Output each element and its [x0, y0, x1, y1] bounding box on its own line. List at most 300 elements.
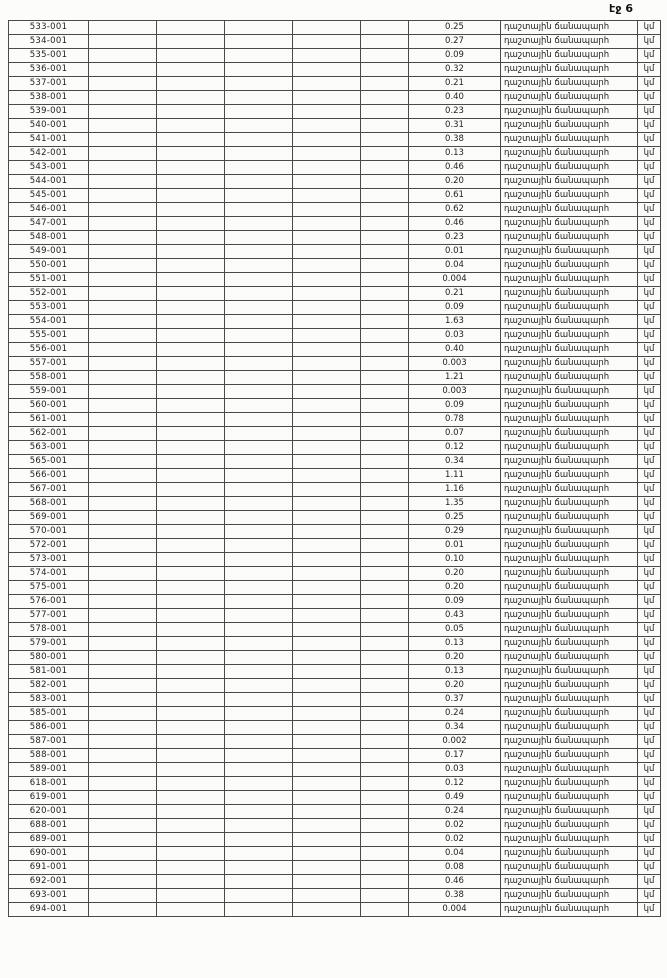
empty-cell [89, 175, 157, 189]
empty-cell [157, 595, 225, 609]
empty-cell [89, 875, 157, 889]
empty-cell [157, 609, 225, 623]
empty-cell [293, 427, 361, 441]
road-name-cell: դաշտային ճանապարհ [501, 819, 638, 833]
road-name-cell: դաշտային ճանապարհ [501, 875, 638, 889]
empty-cell [157, 497, 225, 511]
road-code-cell: 691-001 [9, 861, 89, 875]
road-name-cell: դաշտային ճանապարհ [501, 21, 638, 35]
road-code-cell: 551-001 [9, 273, 89, 287]
empty-cell [89, 819, 157, 833]
road-code-cell: 618-001 [9, 777, 89, 791]
length-value-cell: 0.23 [409, 105, 501, 119]
length-value-cell: 0.09 [409, 399, 501, 413]
empty-cell [361, 567, 409, 581]
road-code-cell: 573-001 [9, 553, 89, 567]
road-name-cell: դաշտային ճանապարհ [501, 553, 638, 567]
empty-cell [361, 91, 409, 105]
road-name-cell: դաշտային ճանապարհ [501, 441, 638, 455]
length-value-cell: 0.24 [409, 805, 501, 819]
road-name-cell: դաշտային ճանապարհ [501, 483, 638, 497]
empty-cell [225, 245, 293, 259]
empty-cell [157, 777, 225, 791]
road-code-cell: 575-001 [9, 581, 89, 595]
length-value-cell: 1.21 [409, 371, 501, 385]
road-code-cell: 619-001 [9, 791, 89, 805]
road-code-cell: 555-001 [9, 329, 89, 343]
table-row [9, 805, 661, 819]
road-code-cell: 545-001 [9, 189, 89, 203]
empty-cell [89, 21, 157, 35]
road-code-cell: 550-001 [9, 259, 89, 273]
empty-cell [361, 483, 409, 497]
length-value-cell: 0.13 [409, 147, 501, 161]
empty-cell [293, 805, 361, 819]
unit-cell: կմ [638, 749, 661, 763]
road-code-cell: 557-001 [9, 357, 89, 371]
road-name-cell: դաշտային ճանապարհ [501, 133, 638, 147]
empty-cell [157, 329, 225, 343]
empty-cell [225, 343, 293, 357]
unit-cell: կմ [638, 357, 661, 371]
road-name-cell: դաշտային ճանապարհ [501, 693, 638, 707]
road-name-cell: դաշտային ճանապարհ [501, 511, 638, 525]
road-code-cell: 553-001 [9, 301, 89, 315]
empty-cell [157, 749, 225, 763]
table-row [9, 133, 661, 147]
empty-cell [293, 637, 361, 651]
length-value-cell: 0.03 [409, 763, 501, 777]
empty-cell [89, 273, 157, 287]
empty-cell [89, 623, 157, 637]
empty-cell [225, 791, 293, 805]
empty-cell [157, 525, 225, 539]
length-value-cell: 0.003 [409, 385, 501, 399]
road-code-cell: 559-001 [9, 385, 89, 399]
empty-cell [361, 189, 409, 203]
road-code-cell: 537-001 [9, 77, 89, 91]
empty-cell [157, 805, 225, 819]
empty-cell [157, 707, 225, 721]
empty-cell [157, 343, 225, 357]
unit-cell: կմ [638, 371, 661, 385]
length-value-cell: 0.38 [409, 133, 501, 147]
empty-cell [89, 581, 157, 595]
empty-cell [361, 651, 409, 665]
length-value-cell: 0.31 [409, 119, 501, 133]
empty-cell [225, 301, 293, 315]
road-name-cell: դաշտային ճանապարհ [501, 357, 638, 371]
empty-cell [361, 623, 409, 637]
length-value-cell: 0.003 [409, 357, 501, 371]
road-name-cell: դաշտային ճանապարհ [501, 889, 638, 903]
empty-cell [225, 469, 293, 483]
road-name-cell: դաշտային ճանապարհ [501, 525, 638, 539]
table-row [9, 525, 661, 539]
empty-cell [361, 343, 409, 357]
empty-cell [225, 189, 293, 203]
road-name-cell: դաշտային ճանապարհ [501, 119, 638, 133]
table-row [9, 679, 661, 693]
empty-cell [225, 875, 293, 889]
empty-cell [89, 49, 157, 63]
empty-cell [361, 889, 409, 903]
road-name-cell: դաշտային ճանապարհ [501, 623, 638, 637]
empty-cell [293, 371, 361, 385]
empty-cell [89, 553, 157, 567]
empty-cell [225, 399, 293, 413]
table-row [9, 665, 661, 679]
length-value-cell: 0.05 [409, 623, 501, 637]
empty-cell [361, 875, 409, 889]
unit-cell: կմ [638, 329, 661, 343]
road-code-cell: 566-001 [9, 469, 89, 483]
empty-cell [157, 861, 225, 875]
empty-cell [157, 21, 225, 35]
table-row [9, 539, 661, 553]
table-row [9, 315, 661, 329]
empty-cell [225, 651, 293, 665]
length-value-cell: 0.20 [409, 581, 501, 595]
empty-cell [89, 161, 157, 175]
road-code-cell: 578-001 [9, 623, 89, 637]
unit-cell: կմ [638, 273, 661, 287]
table-row [9, 903, 661, 917]
empty-cell [361, 791, 409, 805]
empty-cell [361, 847, 409, 861]
length-value-cell: 0.34 [409, 721, 501, 735]
table-row [9, 623, 661, 637]
empty-cell [225, 763, 293, 777]
table-row [9, 441, 661, 455]
empty-cell [225, 133, 293, 147]
empty-cell [89, 721, 157, 735]
table-row [9, 763, 661, 777]
empty-cell [157, 833, 225, 847]
table-row [9, 329, 661, 343]
road-code-cell: 583-001 [9, 693, 89, 707]
length-value-cell: 0.27 [409, 35, 501, 49]
empty-cell [293, 231, 361, 245]
empty-cell [225, 371, 293, 385]
empty-cell [157, 721, 225, 735]
empty-cell [157, 469, 225, 483]
empty-cell [293, 49, 361, 63]
empty-cell [225, 497, 293, 511]
length-value-cell: 0.004 [409, 273, 501, 287]
length-value-cell: 0.03 [409, 329, 501, 343]
empty-cell [293, 511, 361, 525]
empty-cell [157, 791, 225, 805]
empty-cell [225, 889, 293, 903]
empty-cell [89, 483, 157, 497]
empty-cell [361, 749, 409, 763]
unit-cell: կմ [638, 805, 661, 819]
empty-cell [89, 805, 157, 819]
empty-cell [225, 49, 293, 63]
table-row [9, 413, 661, 427]
empty-cell [225, 749, 293, 763]
empty-cell [293, 441, 361, 455]
road-name-cell: դաշտային ճանապարհ [501, 455, 638, 469]
empty-cell [361, 819, 409, 833]
table-row [9, 889, 661, 903]
empty-cell [225, 511, 293, 525]
table-row [9, 287, 661, 301]
road-name-cell: դաշտային ճանապարհ [501, 49, 638, 63]
length-value-cell: 0.29 [409, 525, 501, 539]
unit-cell: կմ [638, 133, 661, 147]
empty-cell [157, 301, 225, 315]
empty-cell [293, 147, 361, 161]
empty-cell [225, 147, 293, 161]
empty-cell [225, 483, 293, 497]
empty-cell [293, 259, 361, 273]
empty-cell [89, 833, 157, 847]
empty-cell [89, 259, 157, 273]
empty-cell [225, 35, 293, 49]
empty-cell [89, 539, 157, 553]
empty-cell [361, 175, 409, 189]
road-name-cell: դաշտային ճանապարհ [501, 595, 638, 609]
empty-cell [225, 665, 293, 679]
table-row [9, 217, 661, 231]
table-row [9, 511, 661, 525]
empty-cell [361, 693, 409, 707]
empty-cell [89, 231, 157, 245]
road-code-cell: 688-001 [9, 819, 89, 833]
empty-cell [225, 623, 293, 637]
empty-cell [293, 217, 361, 231]
road-code-cell: 558-001 [9, 371, 89, 385]
table-row [9, 637, 661, 651]
table-row [9, 651, 661, 665]
empty-cell [293, 329, 361, 343]
empty-cell [293, 819, 361, 833]
empty-cell [225, 77, 293, 91]
road-code-cell: 542-001 [9, 147, 89, 161]
empty-cell [89, 665, 157, 679]
road-name-cell: դաշտային ճանապարհ [501, 581, 638, 595]
unit-cell: կմ [638, 763, 661, 777]
unit-cell: կմ [638, 105, 661, 119]
table-row [9, 847, 661, 861]
empty-cell [361, 553, 409, 567]
unit-cell: կմ [638, 861, 661, 875]
unit-cell: կմ [638, 77, 661, 91]
length-value-cell: 0.12 [409, 441, 501, 455]
empty-cell [89, 315, 157, 329]
empty-cell [361, 315, 409, 329]
road-name-cell: դաշտային ճանապարհ [501, 651, 638, 665]
empty-cell [293, 245, 361, 259]
road-name-cell: դաշտային ճանապարհ [501, 539, 638, 553]
table-row [9, 427, 661, 441]
length-value-cell: 0.12 [409, 777, 501, 791]
empty-cell [157, 91, 225, 105]
empty-cell [361, 679, 409, 693]
unit-cell: կմ [638, 875, 661, 889]
road-name-cell: դաշտային ճանապարհ [501, 847, 638, 861]
empty-cell [157, 511, 225, 525]
road-name-cell: դաշտային ճանապարհ [501, 469, 638, 483]
table-row [9, 371, 661, 385]
empty-cell [157, 357, 225, 371]
empty-cell [293, 875, 361, 889]
empty-cell [361, 665, 409, 679]
unit-cell: կմ [638, 693, 661, 707]
table-row [9, 399, 661, 413]
empty-cell [225, 833, 293, 847]
empty-cell [293, 609, 361, 623]
empty-cell [361, 539, 409, 553]
road-code-cell: 567-001 [9, 483, 89, 497]
unit-cell: կմ [638, 609, 661, 623]
empty-cell [89, 203, 157, 217]
empty-cell [361, 525, 409, 539]
empty-cell [157, 175, 225, 189]
empty-cell [89, 749, 157, 763]
empty-cell [225, 259, 293, 273]
unit-cell: կմ [638, 483, 661, 497]
empty-cell [157, 63, 225, 77]
empty-cell [157, 413, 225, 427]
empty-cell [89, 105, 157, 119]
unit-cell: կմ [638, 469, 661, 483]
road-code-cell: 556-001 [9, 343, 89, 357]
length-value-cell: 1.11 [409, 469, 501, 483]
empty-cell [293, 847, 361, 861]
empty-cell [225, 735, 293, 749]
unit-cell: կմ [638, 203, 661, 217]
unit-cell: կմ [638, 581, 661, 595]
empty-cell [157, 581, 225, 595]
road-code-cell: 579-001 [9, 637, 89, 651]
empty-cell [225, 441, 293, 455]
unit-cell: կմ [638, 189, 661, 203]
unit-cell: կմ [638, 525, 661, 539]
road-name-cell: դաշտային ճանապարհ [501, 679, 638, 693]
empty-cell [293, 679, 361, 693]
road-name-cell: դաշտային ճանապարհ [501, 287, 638, 301]
empty-cell [89, 735, 157, 749]
unit-cell: կմ [638, 903, 661, 917]
road-code-cell: 562-001 [9, 427, 89, 441]
empty-cell [361, 385, 409, 399]
table-row [9, 301, 661, 315]
table-row [9, 553, 661, 567]
road-name-cell: դաշտային ճանապարհ [501, 735, 638, 749]
unit-cell: կմ [638, 553, 661, 567]
length-value-cell: 0.09 [409, 301, 501, 315]
empty-cell [157, 147, 225, 161]
empty-cell [293, 203, 361, 217]
empty-cell [361, 133, 409, 147]
empty-cell [361, 329, 409, 343]
empty-cell [293, 525, 361, 539]
unit-cell: կմ [638, 651, 661, 665]
road-name-cell: դաշտային ճանապարհ [501, 329, 638, 343]
unit-cell: կմ [638, 217, 661, 231]
road-code-cell: 582-001 [9, 679, 89, 693]
road-code-cell: 580-001 [9, 651, 89, 665]
empty-cell [157, 231, 225, 245]
empty-cell [361, 35, 409, 49]
empty-cell [361, 735, 409, 749]
empty-cell [293, 833, 361, 847]
empty-cell [225, 637, 293, 651]
length-value-cell: 0.002 [409, 735, 501, 749]
empty-cell [89, 329, 157, 343]
empty-cell [225, 707, 293, 721]
empty-cell [293, 21, 361, 35]
empty-cell [89, 77, 157, 91]
table-row [9, 343, 661, 357]
empty-cell [157, 49, 225, 63]
empty-cell [361, 805, 409, 819]
empty-cell [293, 273, 361, 287]
table-row [9, 567, 661, 581]
road-code-cell: 689-001 [9, 833, 89, 847]
empty-cell [89, 371, 157, 385]
empty-cell [293, 497, 361, 511]
road-code-cell: 589-001 [9, 763, 89, 777]
unit-cell: կմ [638, 441, 661, 455]
empty-cell [225, 91, 293, 105]
table-row [9, 175, 661, 189]
empty-cell [89, 847, 157, 861]
road-code-cell: 588-001 [9, 749, 89, 763]
road-code-cell: 568-001 [9, 497, 89, 511]
road-code-cell: 535-001 [9, 49, 89, 63]
empty-cell [225, 217, 293, 231]
length-value-cell: 0.25 [409, 511, 501, 525]
empty-cell [293, 721, 361, 735]
unit-cell: կմ [638, 539, 661, 553]
table-row [9, 861, 661, 875]
road-name-cell: դաշտային ճանապարհ [501, 791, 638, 805]
empty-cell [157, 483, 225, 497]
table-row [9, 595, 661, 609]
length-value-cell: 0.32 [409, 63, 501, 77]
length-value-cell: 0.49 [409, 791, 501, 805]
empty-cell [89, 679, 157, 693]
length-value-cell: 0.17 [409, 749, 501, 763]
unit-cell: կմ [638, 497, 661, 511]
unit-cell: կմ [638, 637, 661, 651]
road-code-cell: 570-001 [9, 525, 89, 539]
table-row [9, 77, 661, 91]
empty-cell [293, 105, 361, 119]
empty-cell [89, 595, 157, 609]
empty-cell [293, 287, 361, 301]
table-row [9, 161, 661, 175]
empty-cell [157, 903, 225, 917]
road-name-cell: դաշտային ճանապարհ [501, 245, 638, 259]
empty-cell [361, 721, 409, 735]
empty-cell [89, 637, 157, 651]
road-name-cell: դաշտային ճանապարհ [501, 63, 638, 77]
empty-cell [361, 245, 409, 259]
empty-cell [293, 665, 361, 679]
length-value-cell: 0.07 [409, 427, 501, 441]
empty-cell [361, 273, 409, 287]
road-name-cell: դաշտային ճանապարհ [501, 763, 638, 777]
empty-cell [225, 525, 293, 539]
empty-cell [157, 189, 225, 203]
unit-cell: կմ [638, 161, 661, 175]
empty-cell [293, 357, 361, 371]
